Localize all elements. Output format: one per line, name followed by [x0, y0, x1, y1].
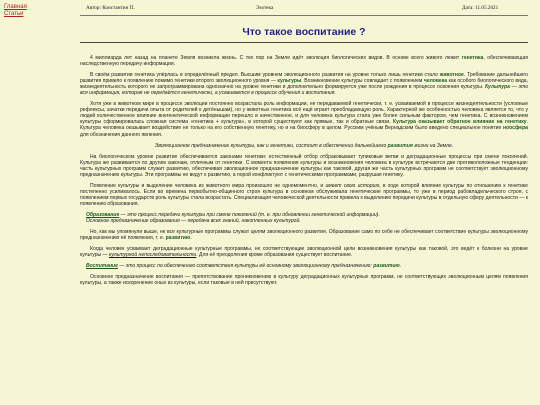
left-nav [4, 4, 36, 18]
text: . Культура человека оказывает воздействие не только на его собственную генетику, но и на биосферу в целом. Русским учёным Вернадским было введено специальное понятие [80, 119, 528, 132]
text: для обозначения данного явления. [80, 131, 163, 138]
text: жизни на Земле. [412, 142, 454, 149]
text: В своём развитии генетика упёрлась в определённый предел. Высшим уровнем эволюционного развития на уровне только лишь генетики стало [90, 72, 440, 79]
text: . [190, 235, 192, 242]
paragraph-1 [80, 55, 528, 67]
text: 4 миллиарда лет назад на планете Земля возникла жизнь. С тех пор на Земле идёт эволюция биологических видов. В основе всего живого лежит [90, 55, 462, 61]
date-label: Дата: 11.05.2021 [462, 5, 499, 11]
paragraph-8 [80, 246, 528, 258]
nav-link-articles[interactable]: Статьи [4, 11, 24, 17]
definition-education [80, 212, 528, 224]
text: Эволюционное предназначение культуры, как и генетики, состоит в обеспечении дальнейшего [154, 142, 388, 149]
nav-link-home[interactable]: Главная [4, 4, 27, 10]
text: , обеспечивающая наследственную передачу информации. [80, 55, 528, 68]
text: Хотя уже в животном мире в процессе эволюции постоянно возрастала роль информации, не передаваемой генетически, т. е. усваиваемой в процессе жизнедеятельности (условные рефлексы, зачатки передачи опыта от родителей к детёнышам), но у животных генетика всё ещё играет преобладающую роль. Характерной же особенностью человека является то, что у людей количественное влияние внегенетической информации перешло в качественное, и для человека культура стала уже более сильным фактором, чем генетика. С возникновением культуры сформировалась сложная система «генетика + культура», в которой существуют как прямые, так и обратные связи. [80, 101, 528, 126]
paragraph-3 [80, 101, 528, 137]
term-history: имеет свою историю [325, 182, 380, 189]
title-divider [80, 42, 528, 43]
text: — это процесс по обеспечению соответствия культуры её основному эволюционному предназначению: [117, 263, 374, 270]
text: . [399, 263, 402, 270]
text: Когда человек усваивает деградационные культурные программы, не соответствующие эволюционной цели возникновения культуры как таковой, это ведёт к болезни на уровне культуры — [80, 246, 528, 259]
definition-upbringing [80, 263, 528, 269]
paragraph-6 [80, 183, 528, 207]
text: . Требование дальнейшего развития привело к появлению помимо генетики второго эволюционного уровня — [80, 72, 528, 85]
text: . Для её преодоления кроме образования существует воспитание. [196, 252, 353, 259]
term-animal: животное [439, 72, 464, 79]
term-culture: культуры [277, 78, 302, 85]
term-noosphere: ноосфера [502, 125, 528, 132]
text: как особого биологического вида, жизнедеятельность которого не запрограммирована однозначно на уровне генетики и дополнительно формируется уже после рождения в процессе освоения культуры. [80, 78, 528, 91]
term-development: развития [387, 142, 413, 149]
term-development: развитию [373, 263, 400, 270]
term-human: человека [423, 78, 448, 85]
text: . Возникновение культуры совпадает с появлением [301, 78, 424, 85]
term-feedback: Культура оказывает обратное влияние на генетику [393, 119, 527, 126]
text: Но, как мы упомянули выше, не все культурные программы служат целям эволюционного развития. Образование само по себе не обеспечивает соответствие культуры эволюционному предназначению её появления, т. е. [80, 229, 528, 242]
paragraph-5: На биологическом уровне развитие обеспечивается законами генетики: естественный отбор отбраковывает тупиковые ветви и деградационные процессы при смене поколений. Культура же развивается по другим законам, отличным от генетики. С момента появления культуры и возникновения человека в культуре встречаются две противоположные тенденции: часть культурных программ служит развитию, обеспечивая эволюционное предназначение культуры как таковой, другая же часть культурных программ не соответствует эволюционному предназначению культуры. Эти программы не ведут к развитию, а порой конфликтуют с генетическими программами, разрушая генетику. [80, 153, 528, 178]
text: , в ходе которой влияние культуры по отношению к генетике постепенно усиливалось. Если во времена первобытно-общинного строя культура в основном обслуживала генетические программы, то уже в период рабовладельческого строя, с появлением первых государств роль культуры стала возрастать. Специализация человеческой деятельности привела к выделению передачи культуры в отдельную сферу деятельности — к появлению образования. [80, 182, 528, 207]
page-title: Что такое воспитание ? [242, 26, 366, 38]
text: Основное предназначение образования — передача всех знаний, накопленных культурой. [86, 218, 301, 225]
paragraph-7 [80, 229, 528, 241]
article-meta-bar [80, 3, 528, 16]
author-label: Автор: Константин П. [86, 5, 135, 11]
article-body [80, 55, 528, 291]
term-education: Образование [86, 211, 120, 218]
text: — это процесс передачи культуры при смене поколений (т. е. при обновлении генетической информации). [119, 211, 380, 218]
text: Появление культуры и выделение человека из животного мира произошло не одномоментно, и [90, 182, 326, 189]
term-genetics: генетика [461, 55, 484, 61]
paragraph-9: Основное предназначение воспитания — препятствование проникновению в культуру деградационных культурных программ, не соответствующих эволюционным целям появления культуры, а также искоренение оных из культуры, если таковые в ней присутствуют. [80, 274, 528, 287]
topic-label: Эзотека [256, 5, 274, 11]
term-inconsistency: культурной непоследовательности [108, 252, 197, 259]
term-culture-def: Культура [485, 84, 510, 91]
paragraph-4 [80, 143, 528, 149]
paragraph-2 [80, 72, 528, 96]
term-upbringing: Воспитание [86, 263, 118, 270]
culture-definition: — это вся информация, которая не передаётся генетически, а усваивается в процессе обучения и воспитания. [80, 84, 528, 97]
term-development: развитию [165, 235, 191, 242]
